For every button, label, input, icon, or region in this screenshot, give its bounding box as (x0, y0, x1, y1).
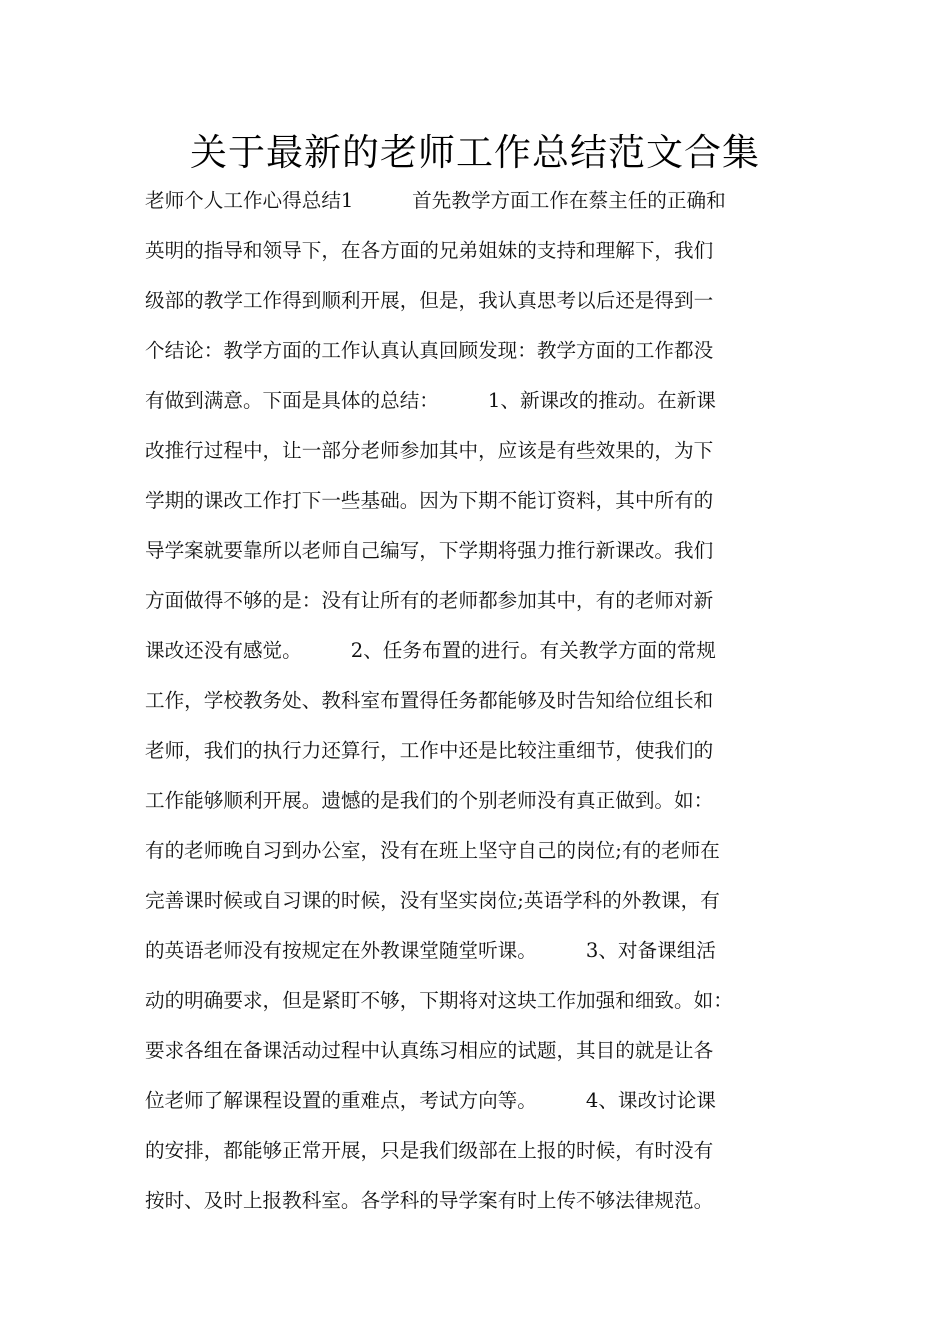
body-line: 工作，学校教务处、教科室布置得任务都能够及时告知给位组长和 (145, 689, 714, 712)
document-body (145, 176, 815, 1226)
body-line: 老师，我们的执行力还算行，工作中还是比较注重细节，使我们的 (145, 739, 714, 762)
body-line: 要求各组在备课活动过程中认真练习相应的试题，其目的就是让各 (145, 1039, 714, 1062)
body-line: 改推行过程中，让一部分老师参加其中，应该是有些效果的，为下 (145, 439, 714, 462)
body-line: 级部的教学工作得到顺利开展，但是，我认真思考以后还是得到一 (145, 289, 714, 312)
body-line: 动的明确要求，但是紧盯不够，下期将对这块工作加强和细致。如： (145, 989, 733, 1012)
body-line: 完善课时候或自习课的时候，没有坚实岗位;英语学科的外教课，有 (145, 889, 720, 912)
body-line: 的英语老师没有按规定在外教课堂随堂听课。 3、对备课组活 (145, 939, 716, 962)
body-line: 学期的课改工作打下一些基础。因为下期不能订资料，其中所有的 (145, 489, 714, 512)
body-line: 有的老师晚自习到办公室，没有在班上坚守自己的岗位;有的老师在 (145, 839, 720, 862)
body-line: 方面做得不够的是：没有让所有的老师都参加其中，有的老师对新 (145, 589, 714, 612)
body-line: 有做到满意。下面是具体的总结： 1、新课改的推动。在新课 (145, 389, 716, 412)
document-title: 关于最新的老师工作总结范文合集 (190, 131, 760, 174)
body-line: 导学案就要靠所以老师自己编写，下学期将强力推行新课改。我们 (145, 539, 714, 562)
body-line: 个结论：教学方面的工作认真认真回顾发现：教学方面的工作都没 (145, 339, 714, 362)
body-line: 按时、及时上报教科室。各学科的导学案有时上传不够法律规范。 (145, 1189, 714, 1212)
body-line: 课改还没有感觉。 2、任务布置的进行。有关教学方面的常规 (145, 639, 716, 662)
body-line: 老师个人工作心得总结1 首先教学方面工作在蔡主任的正确和 (145, 189, 726, 212)
body-line: 英明的指导和领导下，在各方面的兄弟姐妹的支持和理解下，我们 (145, 239, 714, 262)
body-line: 工作能够顺利开展。遗憾的是我们的个别老师没有真正做到。如： (145, 789, 714, 812)
body-line: 的安排，都能够正常开展，只是我们级部在上报的时候，有时没有 (145, 1139, 714, 1162)
body-line: 位老师了解课程设置的重难点，考试方向等。 4、课改讨论课 (145, 1089, 716, 1112)
